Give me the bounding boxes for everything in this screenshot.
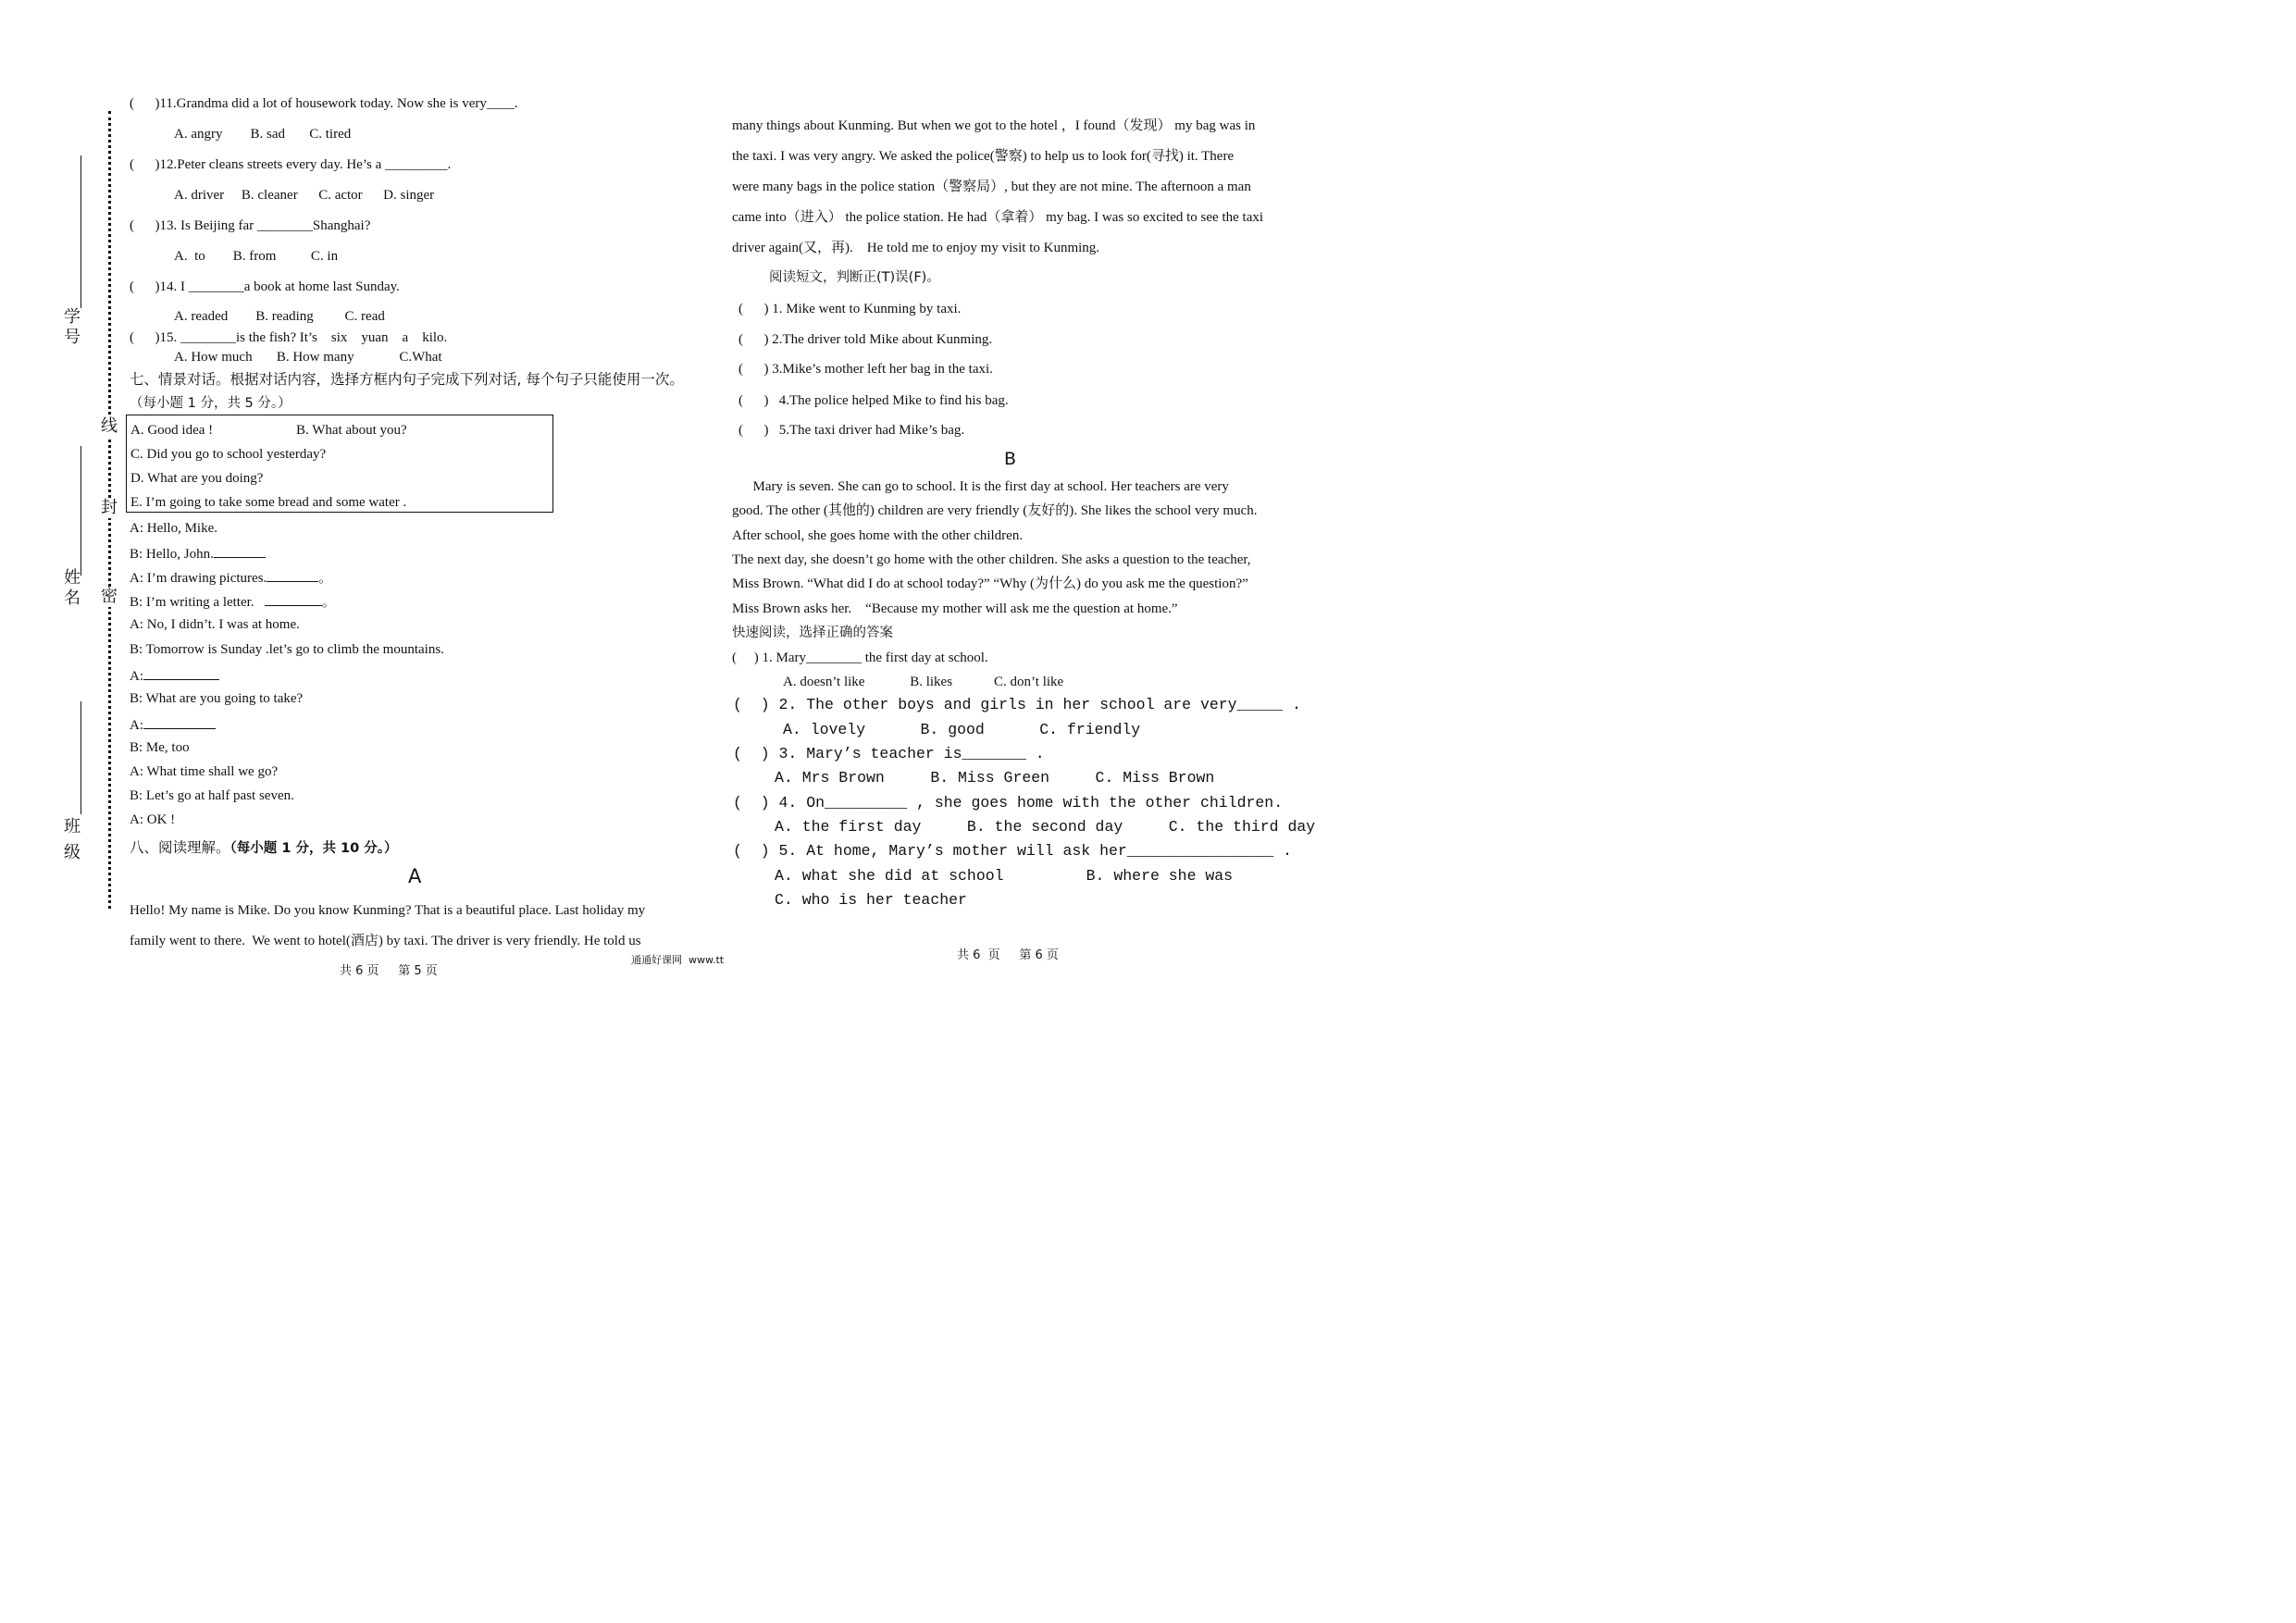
b-question-4-options: A. the first day B. the second day C. the third day xyxy=(775,818,1316,836)
tf-item: ( ) 2.The driver told Mike about Kunming. xyxy=(738,332,993,347)
tf-item: ( ) 4.The police helped Mike to find his bag. xyxy=(738,393,1009,408)
passage-b-line: Miss Brown. “What did I do at school today?” “Why (为什么) do you ask me the question?” xyxy=(732,576,1248,591)
answer-blank[interactable] xyxy=(143,715,216,729)
watermark: 通通好课网 www.tt xyxy=(631,954,725,966)
question-11: ( )11.Grandma did a lot of housework today. Now she is very____. xyxy=(130,96,518,111)
passage-a-cont-line: many things about Kunming. But when we got to the hotel ，I found（发现） my bag was in xyxy=(732,118,1256,133)
question-14: ( )14. I ________a book at home last Sunday. xyxy=(130,279,400,294)
dialogue-line: A: No, I didn’t. I was at home. xyxy=(130,617,300,632)
student-id-label: 学号 xyxy=(64,307,81,347)
section-7-title: 七、情景对话。根据对话内容，选择方框内句子完成下列对话, 每个句子只能使用一次。 xyxy=(130,371,684,388)
b-question-2: ( ) 2. The other boys and girls in her school are very_____ . xyxy=(733,696,1301,713)
binding-char-mi: 密 xyxy=(101,587,118,606)
b-question-2-options: A. lovely B. good C. friendly xyxy=(783,721,1141,738)
option-d: D. What are you doing? xyxy=(130,471,264,486)
answer-blank[interactable] xyxy=(214,544,266,558)
dialogue-text: A: xyxy=(130,669,143,684)
section-8-title xyxy=(130,839,397,857)
dialogue-line: B: Me, too xyxy=(130,740,190,755)
b-question-3: ( ) 3. Mary’s teacher is_______ . xyxy=(733,745,1045,762)
passage-a-cont-line: came into（进入） the police station. He had（拿着） my bag. I was so excited to see the taxi xyxy=(732,210,1264,225)
period-mark: 。 xyxy=(321,593,336,610)
dialogue-line xyxy=(130,666,219,685)
question-11-options: A. angry B. sad C. tired xyxy=(174,127,352,142)
b-question-4: ( ) 4. On_________ , she goes home with the other children. xyxy=(733,794,1284,812)
question-13-options: A. to B. from C. in xyxy=(174,249,339,264)
page-footer-left: 共 6 页 第 5 页 xyxy=(340,964,438,978)
b-question-1-options: A. doesn’t like B. likes C. don’t like xyxy=(783,675,1064,689)
dialogue-line: B: What are you going to take? xyxy=(130,691,304,706)
section-8-title-text: 八、阅读理解。 xyxy=(130,839,230,856)
section-7-score: （每小题 1 分，共 5 分。） xyxy=(130,396,292,411)
passage-a-line: family went to there. We went to hotel(酒店) by taxi. The driver is very friendly. He told us xyxy=(130,934,641,948)
passage-a-cont-line: the taxi. I was very angry. We asked the police(警察) to help us to look for(寻找) it. There xyxy=(732,149,1235,164)
answer-blank[interactable] xyxy=(265,592,322,606)
answer-blank[interactable] xyxy=(143,666,219,680)
dialogue-line: A: What time shall we go? xyxy=(130,764,279,779)
dialogue-line xyxy=(130,568,332,587)
passage-b-line: good. The other (其他的) children are very friendly (友好的). She likes the school very much. xyxy=(732,503,1258,518)
b-question-3-options: A. Mrs Brown B. Miss Green C. Miss Brown xyxy=(775,769,1215,787)
dialogue-text: B: Hello, John. xyxy=(130,547,214,562)
dialogue-line xyxy=(130,715,216,734)
dialogue-text: A: xyxy=(130,718,143,733)
section-8-score: （每小题 1 分，共 10 分。） xyxy=(230,841,398,856)
answer-blank[interactable] xyxy=(267,568,318,582)
passage-b-line: After school, she goes home with the other children. xyxy=(732,528,1024,543)
passage-b-line: Miss Brown asks her. “Because my mother will ask me the question at home.” xyxy=(732,601,1178,616)
option-b: B. What about you? xyxy=(296,423,407,438)
dialogue-line xyxy=(130,544,266,563)
passage-a-line: Hello! My name is Mike. Do you know Kunming? That is a beautiful place. Last holiday my xyxy=(130,903,646,918)
b-question-5-options: A. what she did at school B. where she was xyxy=(775,867,1234,885)
binding-char-xian: 线 xyxy=(101,416,118,436)
option-e: E. I’m going to take some bread and some water . xyxy=(130,495,407,510)
tf-instruction: 阅读短文，判断正(T)误(F)。 xyxy=(769,270,940,285)
question-15-options: A. How much B. How many C.What xyxy=(174,350,442,365)
passage-b-heading: B xyxy=(1004,449,1017,469)
dialogue-text: B: I’m writing a letter. xyxy=(130,595,254,610)
passage-a-heading: A xyxy=(408,865,422,887)
question-12-options: A. driver B. cleaner C. actor D. singer xyxy=(174,188,435,203)
question-15: ( )15. ________is the fish? It’s six yuan a kilo. xyxy=(130,330,448,345)
dialogue-line: A: Hello, Mike. xyxy=(130,521,217,536)
b-question-5: ( ) 5. At home, Mary’s mother will ask her________________ . xyxy=(733,842,1292,860)
name-label: 姓名 xyxy=(64,568,81,608)
class-label: 班级 xyxy=(64,817,81,862)
passage-a-cont-line: were many bags in the police station（警察局）, but they are not mine. The afternoon a man xyxy=(732,180,1251,194)
option-a: A. Good idea ! xyxy=(130,423,214,438)
b-question-5-options: C. who is her teacher xyxy=(775,891,967,909)
dialogue-line: B: Tomorrow is Sunday .let’s go to climb the mountains. xyxy=(130,642,444,657)
option-c: C. Did you go to school yesterday? xyxy=(130,447,327,462)
b-question-1: ( ) 1. Mary________ the first day at school. xyxy=(732,650,988,665)
binding-char-feng: 封 xyxy=(101,498,118,517)
period-mark: 。 xyxy=(318,569,333,586)
passage-b-line: Mary is seven. She can go to school. It is the first day at school. Her teachers are very xyxy=(732,479,1229,494)
dialogue-line: A: OK ! xyxy=(130,812,176,827)
dialogue-line xyxy=(130,592,336,611)
page-footer-right: 共 6 页 第 6 页 xyxy=(957,948,1059,962)
passage-b-line: The next day, she doesn’t go home with the other children. She asks a question to the teacher, xyxy=(732,552,1251,567)
question-13: ( )13. Is Beijing far ________Shanghai? xyxy=(130,218,371,233)
question-14-options: A. readed B. reading C. read xyxy=(174,309,385,324)
tf-item: ( ) 3.Mike’s mother left her bag in the taxi. xyxy=(738,362,993,377)
tf-item: ( ) 5.The taxi driver had Mike’s bag. xyxy=(738,423,965,438)
quick-reading-instruction: 快速阅读，选择正确的答案 xyxy=(732,626,893,640)
dialogue-text: A: I’m drawing pictures. xyxy=(130,571,267,586)
question-12: ( )12.Peter cleans streets every day. He’s a _________. xyxy=(130,157,452,172)
dialogue-line: B: Let’s go at half past seven. xyxy=(130,788,294,803)
passage-a-cont-line: driver again(又，再). He told me to enjoy my visit to Kunming. xyxy=(732,241,1100,255)
tf-item: ( ) 1. Mike went to Kunming by taxi. xyxy=(738,302,962,316)
